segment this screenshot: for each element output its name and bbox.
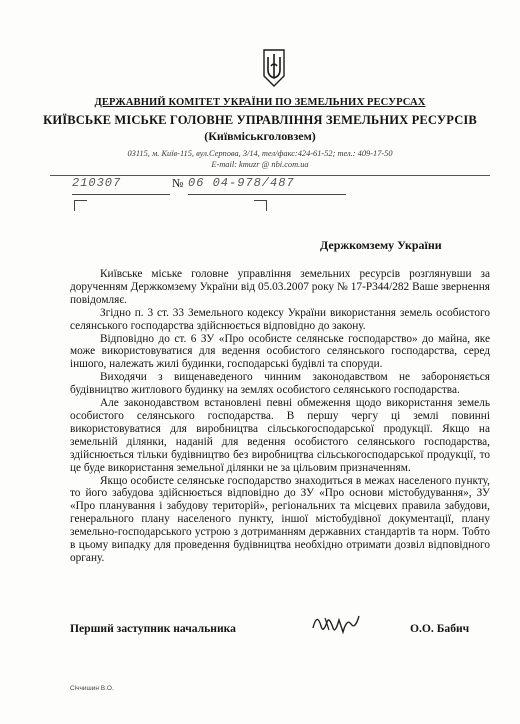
paragraph-5: Але законодавством встановлені певні обмеження щодо використання земель особистого селянського господарства. В першу чергу ці землі повинні використовуватися для виробництва сільськогосподарської продукції. Якщо на земельній ділянки, наданій для ведення особистого селянського господарства, здійснюється тільки будівництво без виробництва сільськогосподарської продукції, то це буде використання земельної ділянки не за цільовим призначенням. xyxy=(70,397,490,474)
paragraph-3: Відповідно до ст. 6 ЗУ «Про особисте селянське господарство» до майна, яке може використовуватися для ведення особистого селянського господарства, серед іншого, належать жилі будинки, господарські будівлі та споруди. xyxy=(70,332,490,371)
paragraph-2: Згідно п. 3 ст. 33 Земельного кодексу України використання земель особистого селянського господарства здійснюється відповідно до закону. xyxy=(70,306,490,332)
registration-number: 06 04-978/487 xyxy=(188,176,346,195)
registration-number-sign: № xyxy=(172,176,185,190)
executor-name: Січчишин В.О. xyxy=(70,685,114,692)
reference-bracket-right xyxy=(254,200,267,211)
paragraph-6: Якщо особисте селянське господарство знаходиться в межах населеного пункту, то його забудова здійснюється відповідно до ЗУ «Про основи містобудування», ЗУ «Про планування і забудову територій», регіональних та місцевих правила забудови, генерального плану населеного пункту, іншої містобудівної документації, плану земельно-господарського устрою з дотриманням державних стандартів та норм. Тобто в цьому випадку для проведення будівництва необхідно отримати дозвіл відповідного органу. xyxy=(70,474,490,564)
department-short-name: (Київміськголовзем) xyxy=(204,129,316,143)
postal-address: 03115, м. Київ-115, вул.Серпова, 3/14, тел/факс:424-61-52; тел.: 409-17-50 xyxy=(127,149,393,158)
trident-emblem-icon xyxy=(262,48,286,88)
addressee: Держкомзему України xyxy=(320,238,442,252)
reference-bracket-left xyxy=(74,200,87,211)
letter-body xyxy=(70,268,490,565)
paragraph-1: Київське міське головне управління земельних ресурсів розглянувши за дорученням Держкомзему України від 05.03.2007 року № 17-Р344/282 Ваше звернення повідомляє. xyxy=(70,268,490,306)
signatory-title: Перший заступник начальника xyxy=(70,622,236,635)
department-title: КИЇВСЬКЕ МІСЬКЕ ГОЛОВНЕ УПРАВЛІННЯ ЗЕМЕЛЬНИХ РЕСУРСІВ xyxy=(43,113,477,127)
paragraph-4: Виходячи з вищенаведеного чинним законодавством не забороняється будівництво житлового будинку на землях особистого селянського господарства. xyxy=(70,371,490,397)
registration-date: 210307 xyxy=(72,176,170,195)
handwritten-signature-icon xyxy=(305,608,365,638)
committee-title: ДЕРЖАВНИЙ КОМІТЕТ УКРАЇНИ ПО ЗЕМЕЛЬНИХ РЕСУРСАХ xyxy=(94,97,426,108)
signatory-name: О.О. Бабич xyxy=(410,622,470,635)
email-address: E-mail: kmuzr @ nbi.com.ua xyxy=(211,160,309,169)
